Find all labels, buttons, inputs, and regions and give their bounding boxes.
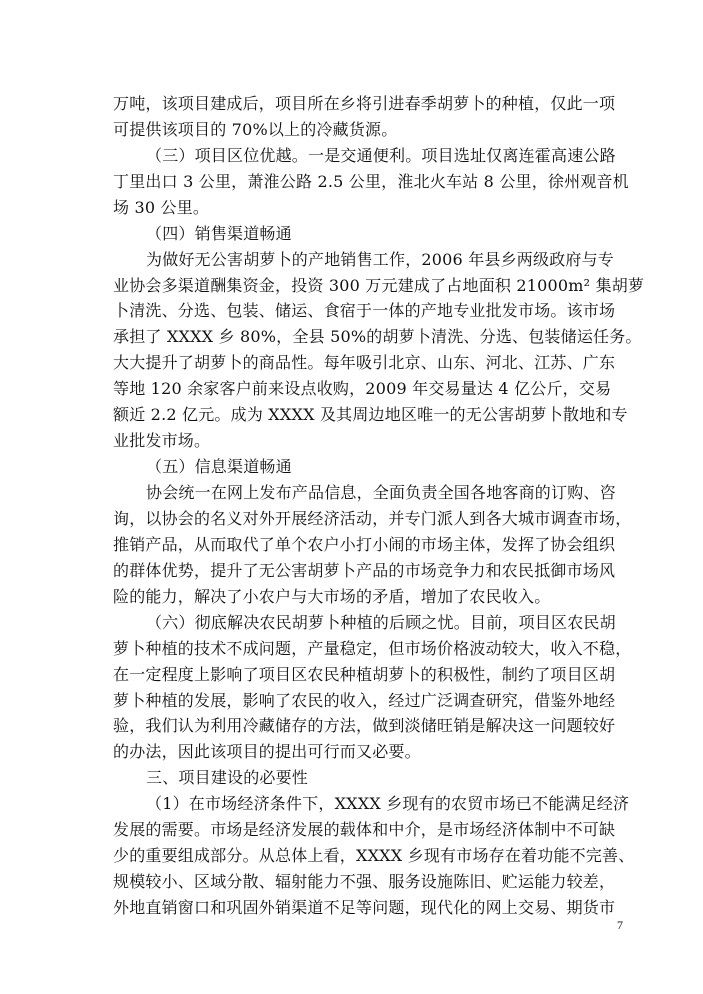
text-line: 丁里出口 3 公里，萧淮公路 2.5 公里，淮北火车站 8 公里，徐州观音机: [113, 171, 629, 191]
text-line: 发展的需要。市场是经济发展的载体和中介，是市场经济体制中不可缺: [113, 820, 616, 840]
text-line: 万吨，该项目建成后，项目所在乡将引进春季胡萝卜的种植，仅此一项: [113, 94, 616, 113]
text-line: 询，以协会的名义对外开展经济活动，并专门派人到各大城市调查市场，: [113, 508, 632, 528]
text-line: 为做好无公害胡萝卜的产地销售工作，2006 年县乡两级政府与专: [146, 249, 615, 269]
text-line: 可提供该项目的 70%以上的冷藏货源。: [113, 119, 398, 139]
text-line: 大大提升了胡萝卜的商品性。每年吸引北京、山东、河北、江苏、广东: [113, 353, 616, 373]
text-line: 的办法，因此该项目的提出可行而又必要。: [113, 742, 421, 762]
text-line: 险的能力，解决了小农户与大市场的矛盾，增加了农民收入。: [113, 586, 551, 606]
text-line: （1）在市场经济条件下，XXXX 乡现有的农贸市场已不能满足经济: [146, 794, 630, 814]
text-line: 卜清洗、分选、包装、储运、食宿于一体的产地专业批发市场。该市场: [113, 301, 616, 321]
chapter-heading: 三、项目建设的必要性: [146, 768, 309, 788]
text-line: 规模较小、区域分散、辐射能力不强、服务设施陈旧、贮运能力较差，: [113, 872, 616, 892]
text-line: 承担了 XXXX 乡 80%，全县 50%的胡萝卜清洗、分选、包装储运任务。: [113, 327, 642, 347]
page-number: 7: [617, 918, 623, 932]
text-line: 协会统一在网上发布产品信息，全面负责全国各地客商的订购、咨: [146, 483, 616, 503]
text-line: 少的重要组成部分。从总体上看，XXXX 乡现有市场存在着功能不完善、: [113, 846, 635, 866]
text-line: 额近 2.2 亿元。成为 XXXX 及其周边地区唯一的无公害胡萝卜散地和专: [113, 405, 628, 425]
section-heading: （四）销售渠道畅通: [146, 223, 292, 243]
text-line: 推销产品，从而取代了单个农户小打小闹的市场主体，发挥了协会组织: [113, 534, 616, 554]
text-line: 在一定程度上影响了项目区农民种植胡萝卜的积极性，制约了项目区胡: [113, 664, 616, 684]
section-heading: （三）项目区位优越。一是交通便利。项目选址仅离连霍高速公路: [146, 145, 616, 165]
section-heading: （五）信息渠道畅通: [146, 457, 292, 477]
section-heading: （六）彻底解决农民胡萝卜种植的后顾之忧。目前，项目区农民胡: [146, 612, 616, 632]
text-line: 验，我们认为利用冷藏储存的方法，做到淡储旺销是解决这一问题较好: [113, 716, 616, 736]
text-line: 萝卜种植的发展，影响了农民的收入，经过广泛调查研究，借鉴外地经: [113, 690, 616, 710]
text-line: 场 30 公里。: [113, 197, 210, 217]
text-line: 外地直销窗口和巩固外销渠道不足等问题，现代化的网上交易、期货市: [113, 898, 616, 917]
text-line: 业协会多渠道酬集资金，投资 300 万元建成了占地面积 21000m² 集胡萝: [113, 275, 645, 295]
text-line: 业批发市场。: [113, 431, 211, 451]
text-line: 萝卜种植的技术不成问题，产量稳定，但市场价格波动较大，收入不稳，: [113, 638, 632, 658]
text-line: 等地 120 余家客户前来设点收购，2009 年交易量达 4 亿公斤，交易: [113, 379, 612, 399]
text-line: 的群体优势，提升了无公害胡萝卜产品的市场竞争力和农民抵御市场风: [113, 560, 616, 580]
